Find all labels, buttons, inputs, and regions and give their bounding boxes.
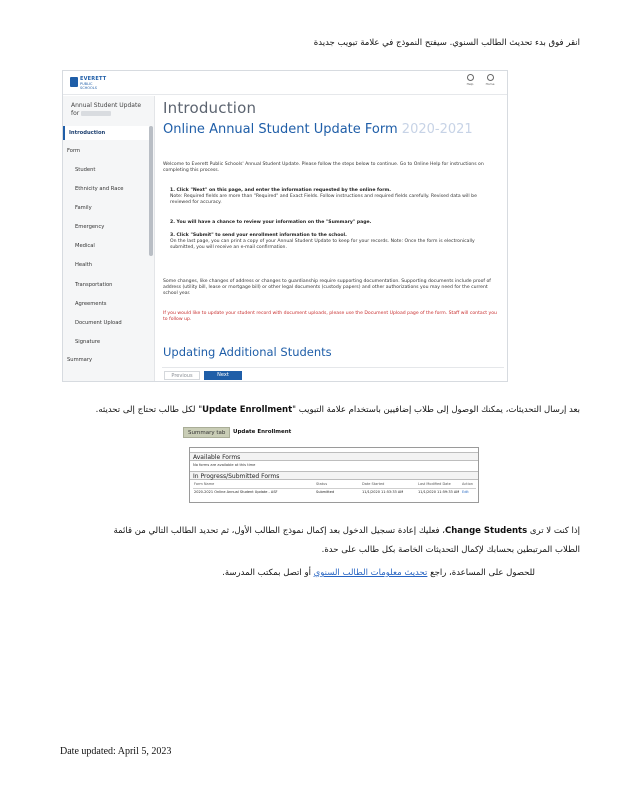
row-status: Submitted: [316, 490, 335, 494]
enrollment-tabs: [183, 425, 343, 439]
nav-family[interactable]: Family: [75, 205, 92, 211]
available-forms-empty: No forms are available at this time: [193, 463, 256, 467]
row-last-modified: 11/1/2020 11:59:33 AM: [418, 490, 460, 494]
form-heading-text: Online Annual Student Update Form: [163, 122, 398, 137]
logo-title: EVERETT: [80, 76, 107, 82]
documents-paragraph: Some changes, like changes of address or changes to guardianship require supporting documentation. Supporting documents include proof of address (utility bill, lease or mortgage bill) or other legal documents (custody papers) and other authorizations you may need for the current school year.: [163, 279, 491, 296]
nav-medical[interactable]: Medical: [75, 243, 95, 249]
para3-a: إذا كنت لا ترى: [527, 526, 580, 536]
nav-agreements[interactable]: Agreements: [75, 301, 107, 307]
help-links-line: [222, 568, 535, 578]
forms-panel: [189, 447, 479, 503]
logo-subtitle: PUBLIC SCHOOLS: [80, 82, 97, 90]
table-divider: [193, 488, 476, 489]
para3-bold: Change Students: [445, 526, 528, 536]
help-button[interactable]: [463, 74, 477, 92]
nav-ethnicity[interactable]: Ethnicity and Race: [75, 186, 124, 192]
line2-suffix: " لكل طالب تحتاج إلى تحديثه.: [95, 405, 203, 415]
page-title: Introduction: [163, 99, 257, 117]
row-form-name: 2020-2021 Online Annual Student Update - ASF: [194, 490, 278, 494]
previous-button[interactable]: Previous: [164, 371, 200, 380]
nav-signature[interactable]: Signature: [75, 339, 101, 345]
main-content: [162, 96, 504, 382]
document-upload-note: If you would like to update your student record with document uploads, please use the Document Upload page of the form. Staff will contact you to follow up.: [163, 311, 497, 322]
step-3: [170, 233, 490, 251]
col-last-modified: Last Modified Date: [418, 482, 451, 486]
help-label: Help: [466, 82, 474, 86]
date-updated: Date updated: April 5, 2023: [60, 746, 172, 757]
help-icon: [467, 74, 474, 81]
top-icons: [461, 74, 501, 92]
nav-document-upload[interactable]: Document Upload: [75, 320, 122, 326]
col-form-name: Form Name: [194, 482, 215, 486]
links-suffix: أو اتصل بمكتب المدرسة.: [222, 568, 314, 578]
sidebar-title: [71, 102, 151, 118]
help-link[interactable]: تحديث معلومات الطالب السنوي: [313, 568, 428, 578]
redacted-name: [81, 111, 111, 116]
step-3-text: 3. Click "Submit" to send your enrollment information to the school.: [170, 233, 347, 238]
step-2-text: 2. You will have a chance to review your information on the "Summary" page.: [170, 220, 372, 225]
form-footer: [162, 367, 504, 381]
step-3-note: On the last page, you can print a copy of your Annual Student Update to keep for your records. Note: Once the form is electronically submitted, you will receive an e-mail confirmation.: [170, 239, 475, 250]
step-1-text: 1. Click "Next" on this page, and enter the information requested by the online form.: [170, 188, 391, 193]
tab-update-enrollment[interactable]: Update Enrollment: [233, 429, 292, 435]
paragraph-3-line-2: الطلاب المرتبطين بحسابك لإكمال التحديثات الخاصة بكل طالب على حدة.: [321, 545, 580, 555]
nav-form[interactable]: Form: [67, 148, 81, 154]
nav-introduction[interactable]: Introduction: [63, 126, 149, 140]
welcome-paragraph: Welcome to Everett Public Schools' Annual Student Update. Please follow the steps below to continue. Go to Online Help for instructions on completing this process.: [163, 162, 484, 173]
paragraph-3-line-1: [114, 526, 580, 536]
nav-health[interactable]: Health: [75, 262, 93, 268]
nav-student[interactable]: Student: [75, 167, 96, 173]
enrollment-screenshot: [183, 425, 483, 505]
in-progress-header: In Progress/Submitted Forms: [190, 471, 478, 480]
logo-mark-icon: [70, 77, 78, 87]
nav-summary[interactable]: Summary: [67, 357, 93, 363]
col-date-started: Date Started: [362, 482, 385, 486]
district-logo: [70, 76, 110, 89]
sidebar: [63, 96, 155, 382]
instruction-line-1: انقر فوق بدء تحديث الطالب السنوي. سيفتح النموذج في علامة تبويب جديدة: [313, 38, 580, 48]
home-label: Home: [485, 82, 495, 86]
tab-summary[interactable]: Summary tab: [183, 427, 230, 438]
step-1-note: Note: Required fields are more than "Required" and Exact Fields. Follow instructions and required fields carefully. Revised data will be reviewed for accuracy.: [170, 194, 477, 205]
next-button[interactable]: Next: [204, 371, 242, 380]
annual-update-screenshot: [62, 70, 508, 382]
col-status: Status: [316, 482, 328, 486]
step-1: [170, 188, 490, 206]
instruction-line-2: [96, 405, 580, 415]
row-date-started: 11/1/2020 11:53:33 AM: [362, 490, 404, 494]
nav-emergency[interactable]: Emergency: [75, 224, 105, 230]
top-bar: [63, 71, 507, 95]
step-2: [170, 220, 490, 226]
links-prefix: للحصول على المساعدة، راجع: [427, 568, 535, 578]
col-action: Action: [462, 482, 473, 486]
line2-prefix: بعد إرسال التحديثات، يمكنك الوصول إلى طلاب إضافيين باستخدام علامة التبويب ": [292, 405, 580, 415]
updating-heading: Updating Additional Students: [163, 345, 332, 359]
line2-bold: Update Enrollment: [202, 405, 293, 415]
form-year: 2020-2021: [401, 122, 473, 137]
sidebar-scrollbar[interactable]: [149, 126, 153, 256]
home-button[interactable]: [483, 74, 497, 92]
available-forms-header: Available Forms: [190, 452, 478, 461]
home-icon: [487, 74, 494, 81]
para3-b: ، فعليك إعادة تسجيل الدخول بعد إكمال نموذج الطالب الأول، ثم تحديد الطالب التالي من قائمة: [113, 526, 445, 536]
form-heading: [163, 122, 473, 137]
nav-transportation[interactable]: Transportation: [75, 282, 113, 288]
row-edit-link[interactable]: Edit: [462, 490, 469, 494]
sidebar-title-text: Annual Student Update for: [71, 102, 142, 117]
